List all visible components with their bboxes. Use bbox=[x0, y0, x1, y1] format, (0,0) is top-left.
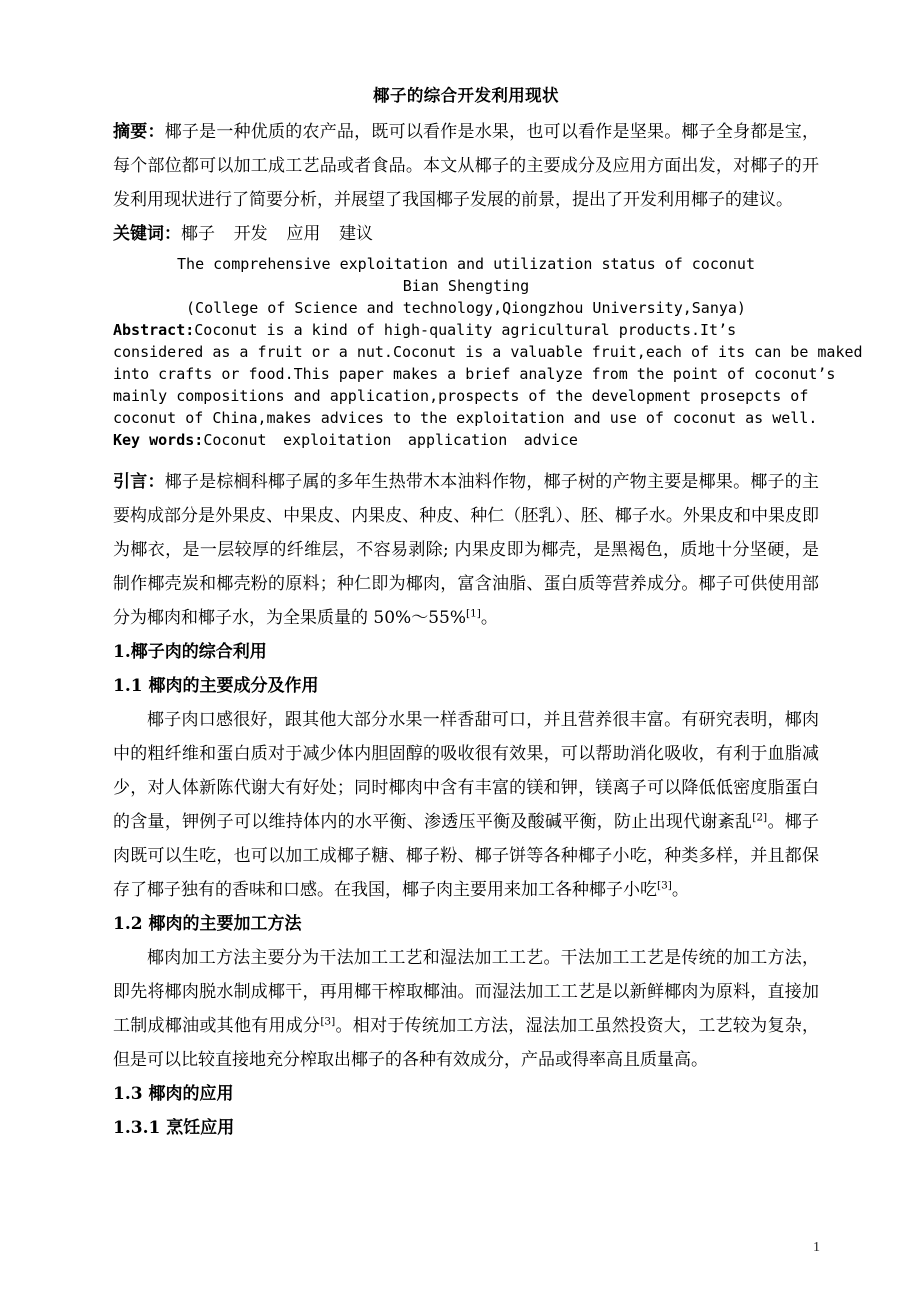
keyword-item: 开发 bbox=[233, 223, 268, 244]
section-title: 椰肉的主要成分及作用 bbox=[148, 675, 319, 696]
page-content bbox=[113, 84, 863, 1145]
english-affiliation: (College of Science and technology,Qiongzhou University,Sanya) bbox=[186, 298, 746, 317]
section-heading-1 bbox=[113, 635, 819, 669]
section-number: 1.3 bbox=[113, 1083, 149, 1104]
english-abstract-line bbox=[113, 319, 819, 341]
introduction-paragraph bbox=[113, 465, 819, 635]
keywords-chinese bbox=[113, 217, 819, 251]
keyword-item: 建议 bbox=[339, 223, 374, 244]
english-abstract bbox=[113, 319, 863, 429]
english-keyword-item: advice bbox=[523, 430, 578, 449]
english-keywords bbox=[113, 429, 819, 451]
english-abstract-label: Abstract: bbox=[113, 320, 195, 339]
keyword-item: 应用 bbox=[286, 223, 321, 244]
section-spacer bbox=[113, 451, 819, 465]
reference-marker-4: [3] bbox=[320, 1015, 336, 1028]
abstract-chinese bbox=[113, 115, 819, 217]
english-keywords-label: Key words: bbox=[113, 430, 204, 449]
english-abstract-text: Coconut is a kind of high-quality agricultural products.It’s bbox=[194, 320, 737, 339]
section-1-1-body bbox=[113, 703, 819, 907]
section-number: 1.3.1 bbox=[113, 1117, 167, 1138]
english-author: Bian Shengting bbox=[402, 276, 530, 295]
section-title: 椰子肉的综合利用 bbox=[130, 641, 267, 662]
keywords-label: 关键词： bbox=[113, 223, 181, 244]
section-title: 烹饪应用 bbox=[166, 1117, 235, 1138]
introduction-text-end: 。 bbox=[480, 607, 498, 628]
section-1-2-body bbox=[113, 941, 819, 1077]
english-abstract-line: mainly compositions and application,prospects of the development prosepcts of bbox=[113, 386, 809, 405]
english-keyword-item: Coconut bbox=[203, 430, 267, 449]
body-text: 椰子肉口感很好，跟其他大部分水果一样香甜可口，并且营养很丰富。有研究表明，椰肉中的粗纤维和蛋白质对于减少体内胆固醇的吸收很有效果，可以帮助消化吸收，有利于血脂减少，对人体新陈代谢大有好处；同时椰肉中含有丰富的镁和钾，镁离子可以降低低密度脂蛋白的含量，钾例子可以维持体内的水平衡、渗透压平衡及酸碱平衡，防止出现代谢紊乱 bbox=[113, 709, 819, 832]
body-text: 。椰子肉既可以生吃，也可以加工成椰子糖、椰子粉、椰子饼等各种椰子小吃，种类多样，并且都保存了椰子独有的香味和口感。在我国，椰子肉主要用来加工各种椰子小吃 bbox=[113, 811, 820, 900]
introduction-label: 引言： bbox=[113, 471, 165, 492]
body-text: 。 bbox=[671, 879, 689, 900]
keyword-item: 椰子 bbox=[181, 223, 215, 244]
section-title: 椰肉的应用 bbox=[148, 1083, 234, 1104]
english-abstract-line: considered as a fruit or a nut.Coconut is a valuable fruit,each of its can be maked bbox=[113, 342, 863, 361]
section-heading-1-1 bbox=[113, 669, 819, 703]
english-keyword-item: exploitation bbox=[283, 430, 392, 449]
section-number: 1.2 bbox=[113, 913, 149, 934]
section-heading-1-2 bbox=[113, 907, 819, 941]
section-number: 1. bbox=[113, 641, 131, 662]
english-block bbox=[113, 253, 863, 451]
abstract-text: 椰子是一种优质的农产品，既可以看作是水果，也可以看作是坚果。椰子全身都是宝，每个部位都可以加工成工艺品或者食品。本文从椰子的主要成分及应用方面出发，对椰子的开发利用现状进行了简要分析，并展望了我国椰子发展的前景，提出了开发利用椰子的建议。 bbox=[113, 121, 820, 210]
section-heading-1-3 bbox=[113, 1077, 819, 1111]
abstract-label: 摘要： bbox=[113, 121, 165, 142]
page-title: 椰子的综合开发利用现状 bbox=[373, 86, 559, 105]
section-heading-1-3-1 bbox=[113, 1111, 819, 1145]
introduction-text: 椰子是棕榈科椰子属的多年生热带木本油料作物，椰子树的产物主要是椰果。椰子的主要构成部分是外果皮、中果皮、内果皮、种皮、种仁（胚乳）、胚、椰子水。外果皮和中果皮即为椰衣，是一层较厚的纤维层，不容易剥除; 内果皮即为椰壳，是黑褐色，质地十分坚硬，是制作椰壳炭和椰壳粉的原料；种仁即为椰肉，富含油脂、蛋白质等营养成分。椰子可供使用部分为椰肉和椰子水，为全果质量的 50%～55% bbox=[113, 471, 820, 628]
english-keyword-item: application bbox=[407, 430, 508, 449]
body-text: 椰肉加工方法主要分为干法加工工艺和湿法加工工艺。干法加工工艺是传统的加工方法，即先将椰肉脱水制成椰干，再用椰干榨取椰油。而湿法加工工艺是以新鲜椰肉为原料，直接加工制成椰油或其他有用成分 bbox=[113, 947, 819, 1036]
reference-marker-3: [3] bbox=[657, 879, 672, 892]
body-text: 。相对于传统加工方法，湿法加工虽然投资大，工艺较为复杂，但是可以比较直接地充分榨取出椰子的各种有效成分，产品或得率高且质量高。 bbox=[113, 1015, 820, 1070]
english-abstract-line: into crafts or food.This paper makes a brief analyze from the point of coconut’s bbox=[113, 364, 836, 383]
english-abstract-line: coconut of China,makes advices to the exploitation and use of coconut as well. bbox=[113, 408, 818, 427]
english-title: The comprehensive exploitation and utilization status of coconut bbox=[177, 254, 755, 273]
section-title: 椰肉的主要加工方法 bbox=[148, 913, 302, 934]
section-number: 1.1 bbox=[113, 675, 149, 696]
reference-marker-1: [1] bbox=[465, 607, 481, 620]
page-number: 1 bbox=[813, 1240, 820, 1255]
reference-marker-2: [2] bbox=[752, 811, 768, 824]
